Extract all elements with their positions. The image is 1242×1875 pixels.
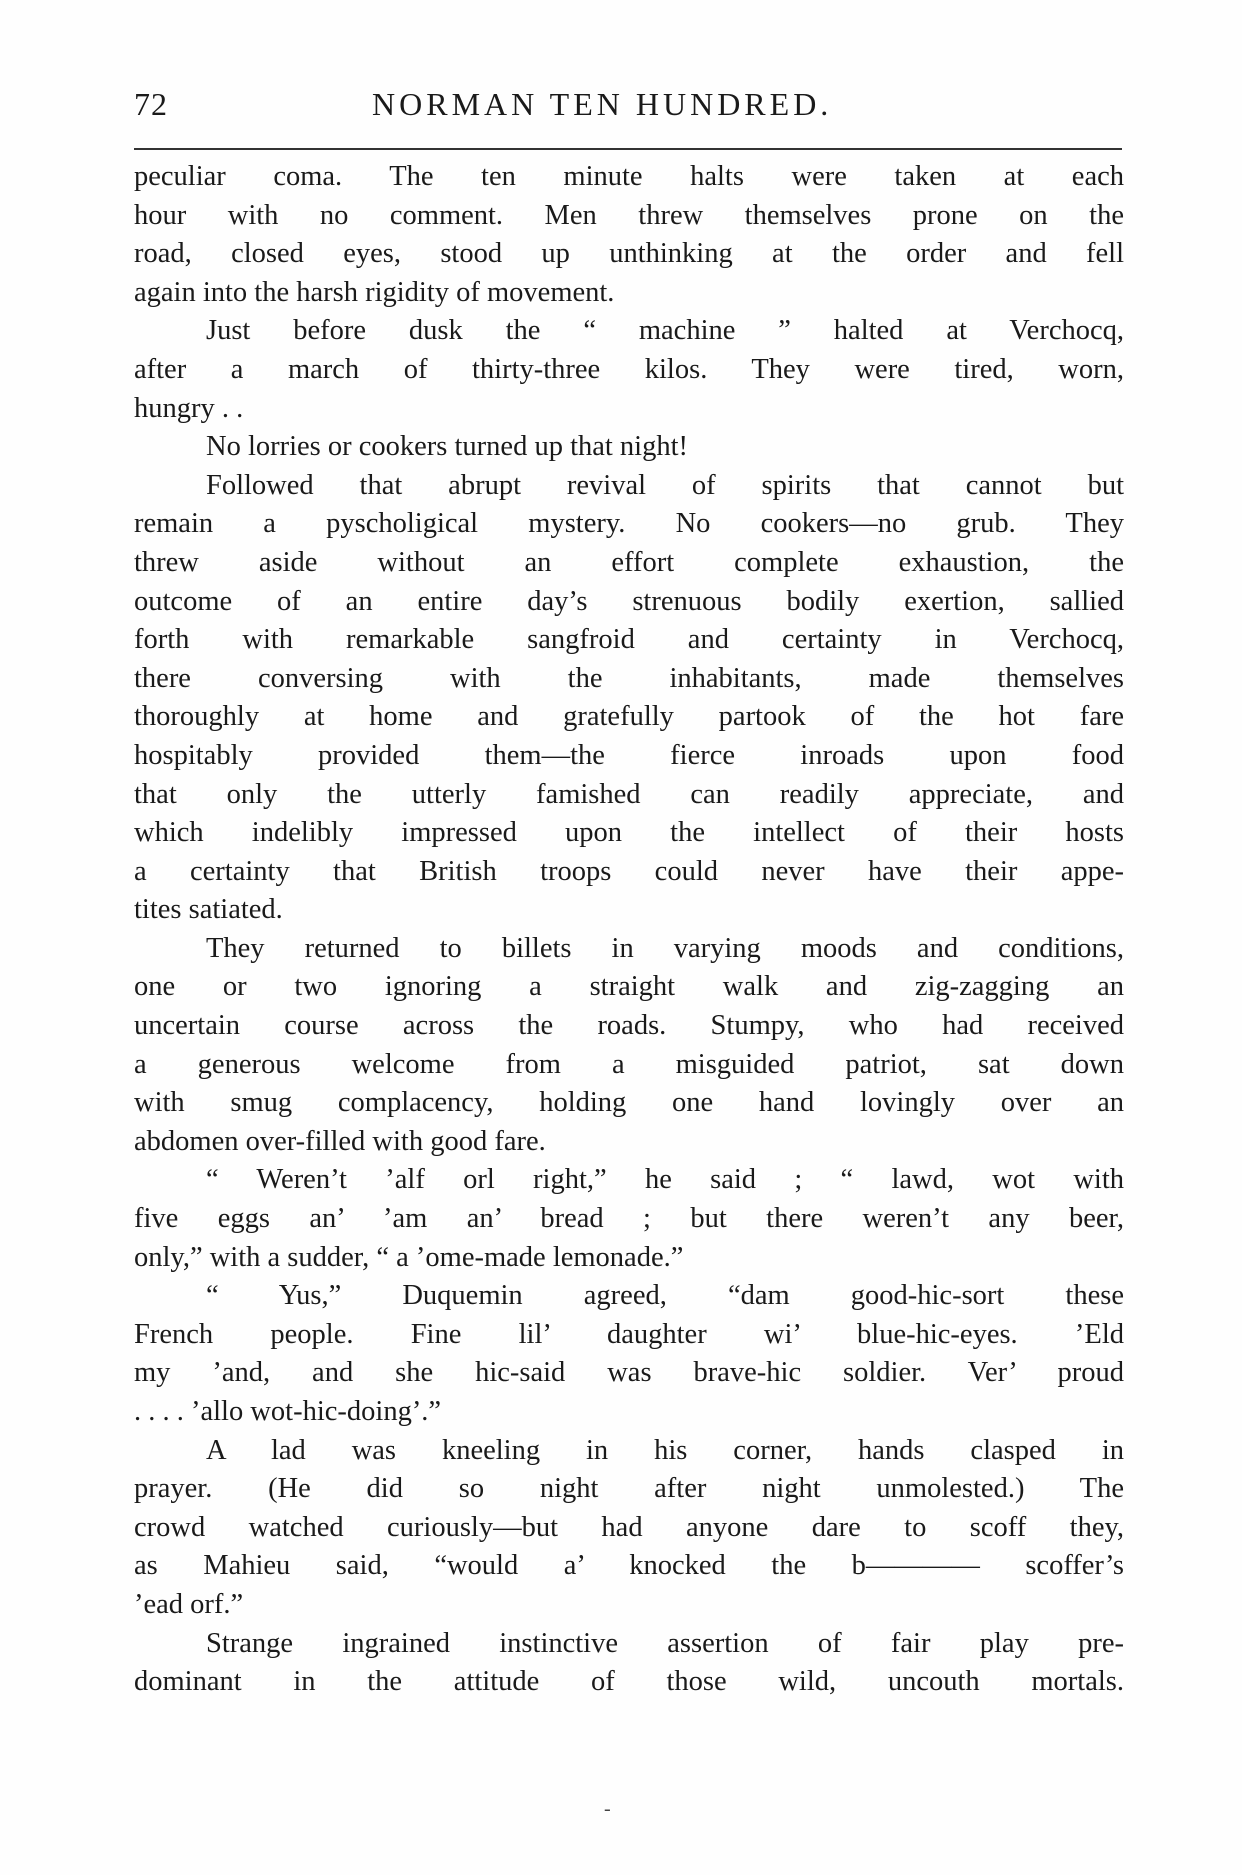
text-line: there conversing with the inhabitants, made themselves <box>134 662 1124 694</box>
text-line: after a march of thirty-three kilos. They were tired, worn, <box>134 353 1124 385</box>
text-line: prayer. (He did so night after night unmolested.) The <box>134 1473 1124 1505</box>
text-line: as Mahieu said, “would a’ knocked the b———— scoffer’s <box>134 1550 1124 1582</box>
page-number: 72 <box>134 86 168 122</box>
text-line: again into the harsh rigidity of movement. <box>134 276 615 308</box>
text-line: peculiar coma. The ten minute halts were taken at each <box>134 161 1124 192</box>
header-rule <box>134 148 1122 150</box>
text-line: threw aside without an effort complete exhaustion, the <box>134 546 1124 578</box>
text-line: crowd watched curiously—but had anyone dare to scoff they, <box>134 1511 1124 1543</box>
text-line: French people. Fine lil’ daughter wi’ blue-hic-eyes. ’Eld <box>134 1318 1124 1350</box>
text-line: Strange ingrained instinctive assertion of fair play pre- <box>206 1627 1124 1659</box>
running-title: NORMAN TEN HUNDRED. <box>372 86 833 122</box>
text-line: forth with remarkable sangfroid and certainty in Verchocq, <box>134 624 1124 656</box>
text-line: five eggs an’ ’am an’ bread ; but there weren’t any beer, <box>134 1203 1124 1235</box>
text-line: “ Weren’t ’alf orl right,” he said ; “ lawd, wot with <box>206 1164 1124 1196</box>
text-line: which indelibly impressed upon the intellect of their hosts <box>134 817 1124 849</box>
running-head <box>134 86 1124 136</box>
text-line: hospitably provided them—the fierce inroads upon food <box>134 739 1124 771</box>
text-line: with smug complacency, holding one hand lovingly over an <box>134 1087 1124 1119</box>
text-line: A lad was kneeling in his corner, hands clasped in <box>206 1434 1124 1466</box>
text-line: ’ead orf.” <box>134 1588 244 1620</box>
text-line: only,” with a sudder, “ a ’ome-made lemonade.” <box>134 1241 684 1273</box>
text-line: hour with no comment. Men threw themselves prone on the <box>134 199 1124 231</box>
text-line: a certainty that British troops could never have their appe- <box>134 855 1124 887</box>
text-line: tites satiated. <box>134 894 283 926</box>
text-line: No lorries or cookers turned up that night! <box>206 431 689 463</box>
footer-mark: - <box>604 1798 611 1820</box>
text-line: hungry . . <box>134 392 244 424</box>
text-line: They returned to billets in varying moods and conditions, <box>206 932 1124 964</box>
text-line: thoroughly at home and gratefully partook of the hot fare <box>134 701 1124 733</box>
text-line: remain a pyscholigical mystery. No cookers—no grub. They <box>134 508 1124 540</box>
text-line: one or two ignoring a straight walk and zig-zagging an <box>134 971 1124 1003</box>
text-line: road, closed eyes, stood up unthinking at the order and fell <box>134 238 1124 270</box>
text-line: Just before dusk the “ machine ” halted at Verchocq, <box>206 315 1124 347</box>
text-line: abdomen over-filled with good fare. <box>134 1125 546 1157</box>
text-line: uncertain course across the roads. Stumpy, who had received <box>134 1010 1124 1042</box>
text-line: a generous welcome from a misguided patriot, sat down <box>134 1048 1124 1080</box>
text-line: that only the utterly famished can readily appreciate, and <box>134 778 1124 810</box>
text-line: outcome of an entire day’s strenuous bodily exertion, sallied <box>134 585 1124 617</box>
text-line: my ’and, and she hic-said was brave-hic soldier. Ver’ proud <box>134 1357 1124 1389</box>
body-text <box>134 158 1124 1702</box>
text-line: dominant in the attitude of those wild, uncouth mortals. <box>134 1666 1124 1698</box>
text-line: Followed that abrupt revival of spirits that cannot but <box>206 469 1124 501</box>
text-line: . . . . ’allo wot-hic-doing’.” <box>134 1396 442 1427</box>
text-line: “ Yus,” Duquemin agreed, “dam good-hic-sort these <box>206 1280 1124 1312</box>
